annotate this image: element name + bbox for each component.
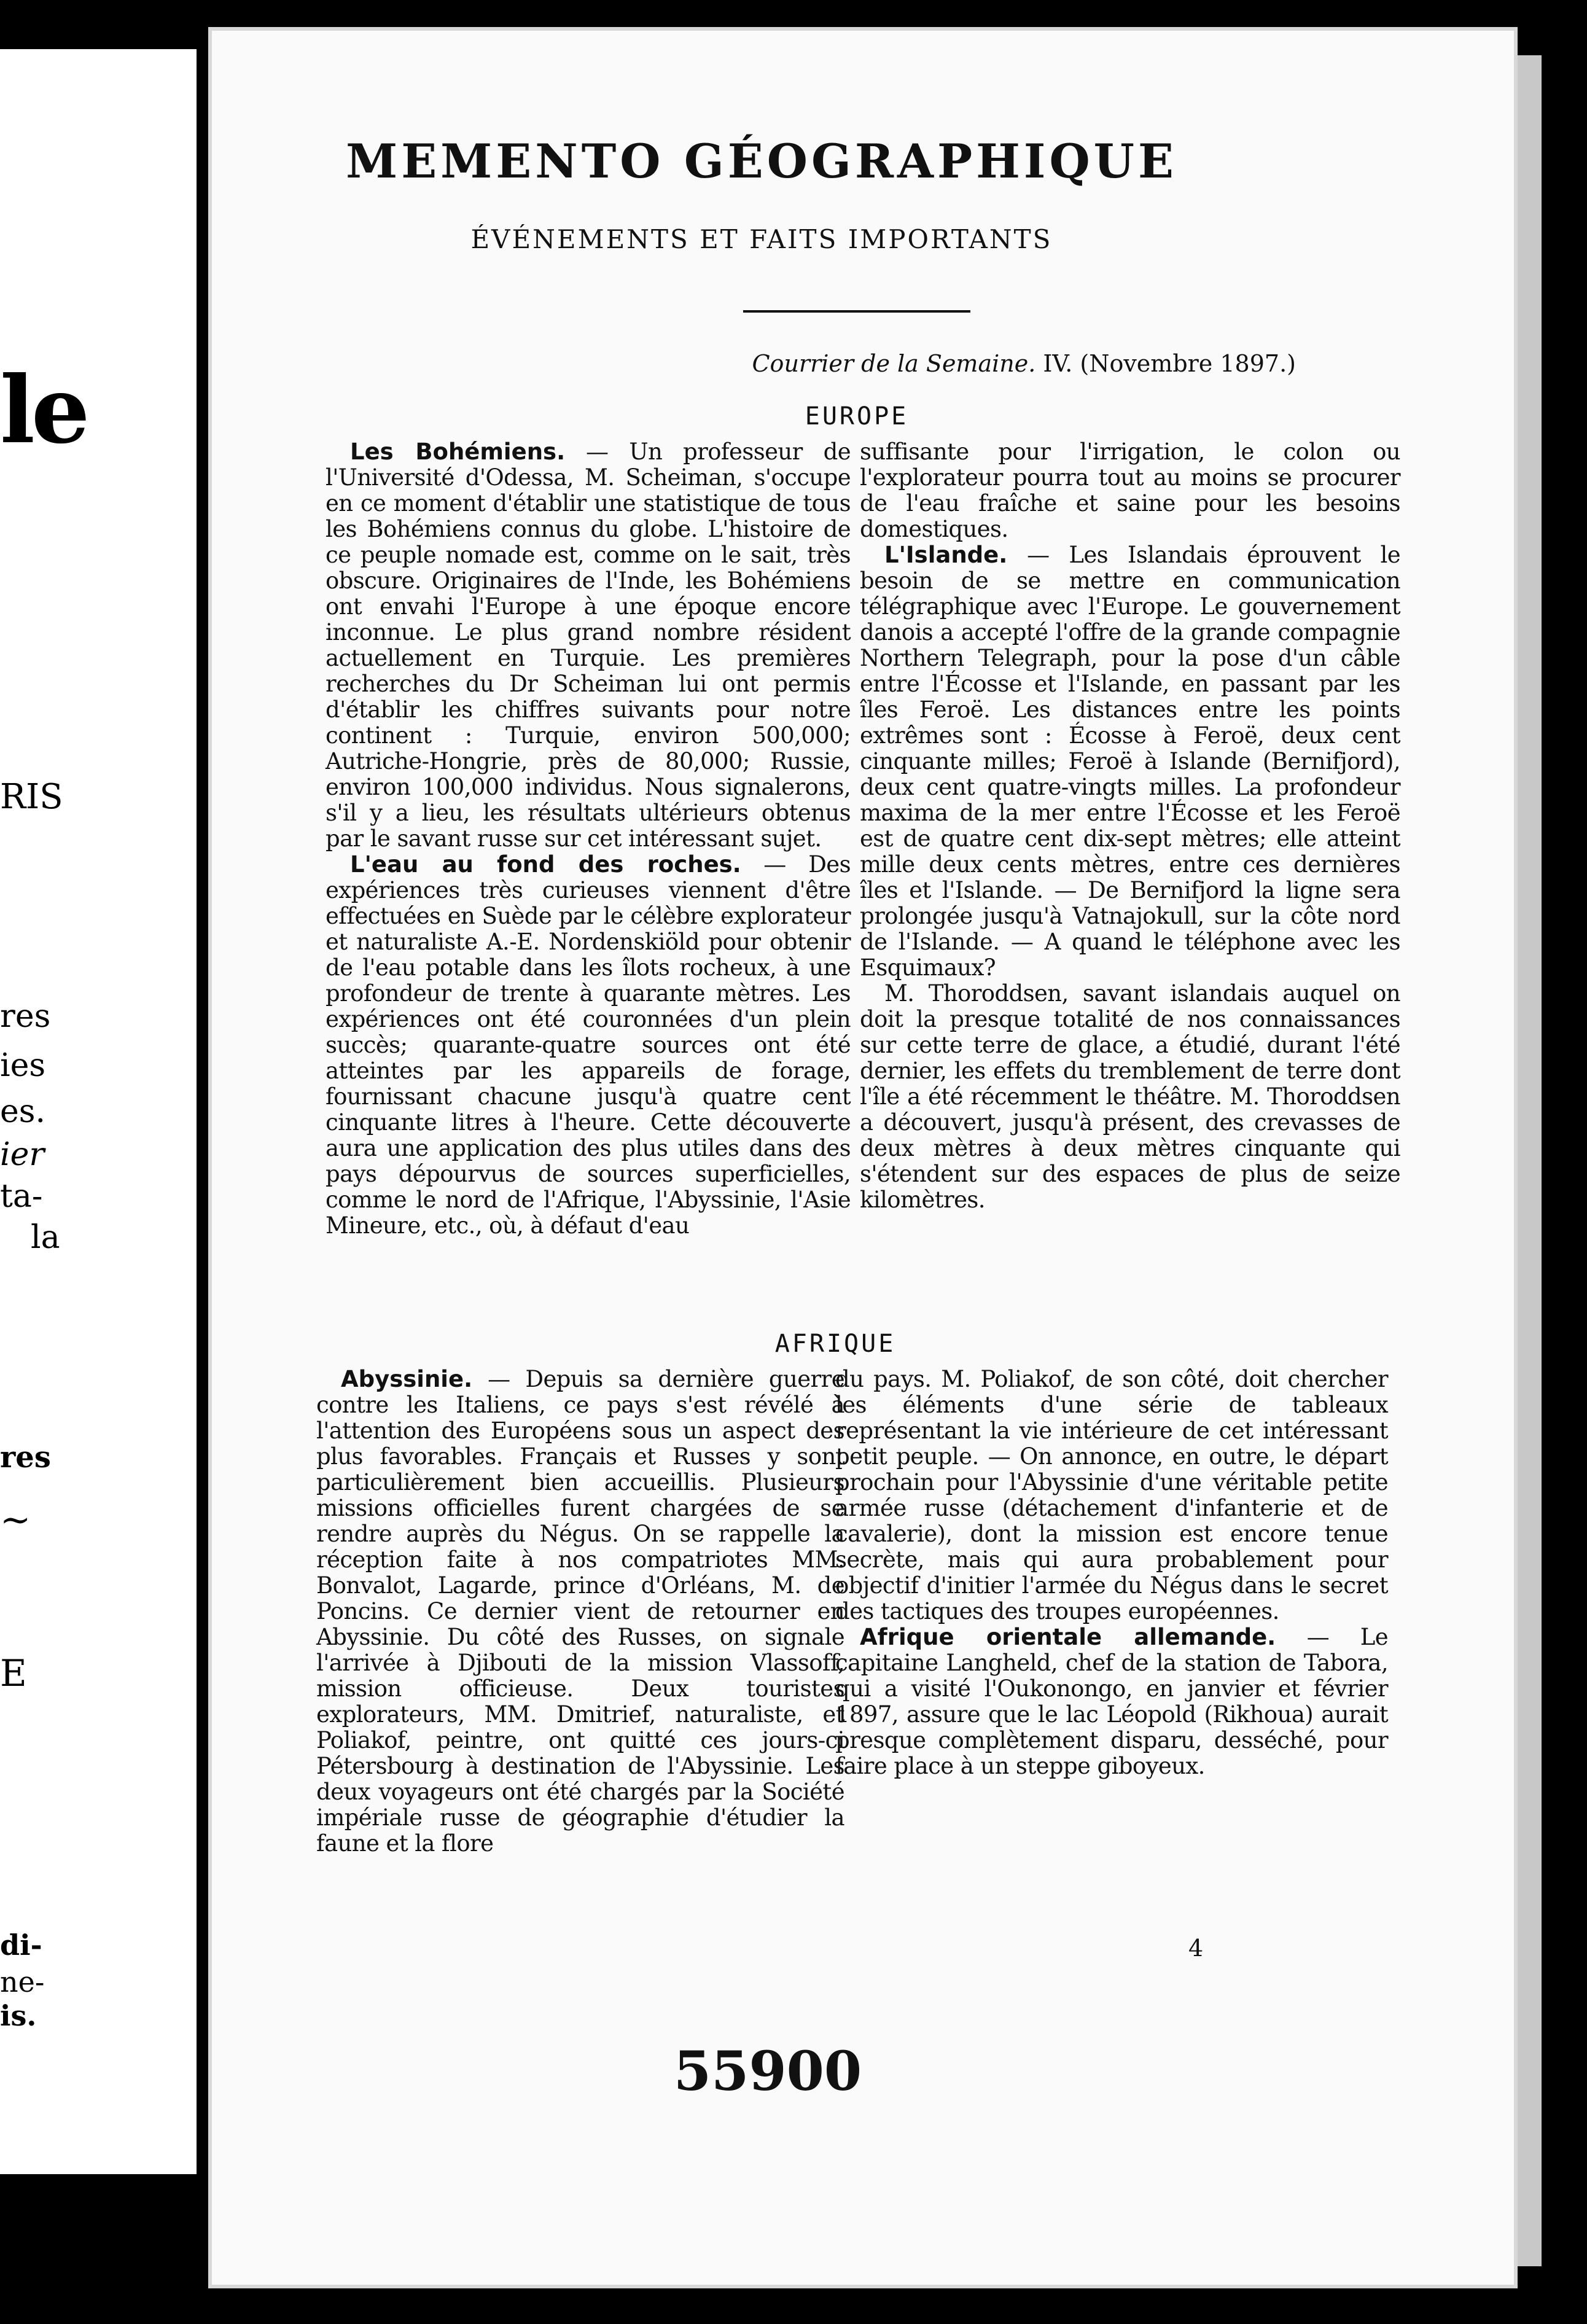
article-text: M. Thoroddsen, savant islandais auquel on doit la presque totalité de nos connaissances sur cette terre de glace, a étudié, durant l'été dernier, les effets du tremblement de terre dont l'île a été récemment le théâtre. M. Thoroddsen a découvert, jusqu'à présent, des crevasses de deux mètres à deux mètres cinquante qui s'étendent sur des espaces de plus de seize kilomètres.	[860, 980, 1400, 1213]
issue-line	[725, 350, 1296, 377]
section-heading-afrique: AFRIQUE	[774, 1330, 896, 1358]
article-paragraph	[860, 981, 1400, 1213]
issue-source: Courrier de la Semaine.	[752, 350, 1036, 377]
article-text: suffisante pour l'irrigation, le colon ou l'explorateur pourra tout au moins se procurer de l'eau fraîche et saine pour les besoins domestiques.	[860, 439, 1400, 542]
page-number: 4	[1188, 1935, 1204, 1962]
article-heading: L'eau au fond des roches.	[350, 851, 741, 878]
article-paragraph	[860, 439, 1400, 542]
article-heading: Abyssinie.	[341, 1366, 473, 1392]
left-page-text: es.	[0, 1093, 45, 1130]
left-page-text: di-	[0, 1928, 42, 1962]
left-page-text: la	[31, 1219, 60, 1256]
article-text: — Un professeur de l'Université d'Odessa, M. Scheiman, s'occupe en ce moment d'établir une statistique de tous les Bohémiens connus du globe. L'histoire de ce peuple nomade est, comme on le sait, très obscure. Originaires de l'Inde, les Bohémiens ont envahi l'Europe à une époque encore inconnue. Le plus grand nombre résident actuellement en Turquie. Les premières recherches du Dr Scheiman lui ont permis d'établir les chiffres suivants pour notre continent : Turquie, environ 500,000; Autriche-Hongrie, près de 80,000; Russie, environ 100,000 individus. Nous signalerons, s'il y a lieu, les résultats ultérieurs obtenus par le savant russe sur cet intéressant sujet.	[326, 439, 851, 852]
left-page-text: ies	[0, 1047, 46, 1084]
article-heading: Afrique orientale allemande.	[860, 1624, 1276, 1650]
article-heading: Les Bohémiens.	[350, 439, 566, 465]
article-paragraph	[326, 439, 851, 852]
article-text: — Les Islandais éprouvent le besoin de se mettre en communication télégraphique avec l'Europe. Le gouvernement danois a accepté l'offre de la grande compagnie Northern Telegraph, pour la pose d'un câble entre l'Écosse et l'Islande, en passant par les îles Feroë. Les distances entre les points extrêmes sont : Écosse à Feroë, deux cent cinquante milles; Feroë à Islande (Bernifjord), deux cent quatre-vingts milles. La profondeur maxima de la mer entre l'Écosse et les Feroë est de quatre cent dix-sept mètres; elle atteint mille deux cents mètres, entre ces dernières îles et l'Islande. — De Bernifjord la ligne sera prolongée jusqu'à Vatnajokull, sur la côte nord de l'Islande. — A quand le téléphone avec les Esquimaux?	[860, 542, 1400, 981]
article-text: — Des expériences très curieuses viennent d'être effectuées en Suède par le célèbre explorateur et naturaliste A.-E. Nordenskiöld pour obtenir de l'eau potable dans les îlots rocheux, à une profondeur de trente à quarante mètres. Les expériences ont été couronnées d'un plein succès; quarante-quatre sources ont été atteintes par les appareils de forage, fournissant chacune jusqu'à quatre cent cinquante litres à l'heure. Cette découverte aura une application des plus utiles dans des pays dépourvus de sources superficielles, comme le nord de l'Afrique, l'Abyssinie, l'Asie Mineure, etc., où, à défaut d'eau	[326, 851, 851, 1239]
article-paragraph	[326, 852, 851, 1239]
left-page-text: res	[0, 998, 51, 1035]
title-rule	[743, 310, 970, 313]
afrique-left-column	[316, 1367, 844, 1857]
article-paragraph	[835, 1624, 1388, 1779]
left-page-text: is.	[0, 1999, 37, 2032]
article-text: — Depuis sa dernière guerre contre les Italiens, ce pays s'est révélé à l'attention des Européens sous un aspect des plus favorables. Français et Russes y sont particulièrement bien accueillis. Plusieurs missions officielles furent chargées de se rendre auprès du Négus. On se rappelle la réception faite à nos compatriotes MM. Bonvalot, Lagarde, prince d'Orléans, M. de Poncins. Ce dernier vient de retourner en Abyssinie. Du côté des Russes, on signale l'arrivée à Djibouti de la mission Vlassoff, mission officieuse. Deux touristes explorateurs, MM. Dmitrief, naturaliste, et Poliakof, peintre, ont quitté ces jours-ci Pétersbourg à destination de l'Abyssinie. Les deux voyageurs ont été chargés par la Société impériale russe de géographie d'étudier la faune et la flore	[316, 1366, 844, 1857]
left-page-text: ne-	[0, 1965, 45, 1998]
issue-date: IV. (Novembre 1897.)	[1043, 350, 1296, 377]
left-page-text: E	[0, 1652, 27, 1695]
article-text: — Le capitaine Langheld, chef de la station de Tabora, qui a visité l'Oukonongo, en janvier et février 1897, assure que le lac Léopold (Rikhoua) aurait presque complètement disparu, desséché, pour faire place à un steppe giboyeux.	[835, 1624, 1388, 1779]
left-page-text: ~	[0, 1499, 31, 1542]
afrique-right-column	[835, 1367, 1388, 1779]
section-heading-europe: EUROPE	[805, 402, 909, 431]
article-paragraph	[860, 542, 1400, 981]
archive-stamp-number: 55900	[673, 2039, 862, 2103]
europe-left-column	[326, 439, 851, 1239]
article-text: du pays. M. Poliakof, de son côté, doit chercher les éléments d'une série de tableaux représentant la vie intérieure de cet intéressant petit peuple. — On annonce, en outre, le départ prochain pour l'Abyssinie d'une véritable petite armée russe (détachement d'infanterie et de cavalerie), dont la mission est encore tenue secrète, mais qui aura probablement pour objectif d'initier l'armée du Négus dans le secret des tactiques des troupes européennes.	[835, 1366, 1388, 1624]
left-page-fragment	[0, 49, 197, 2174]
left-page-text: le	[0, 356, 87, 464]
article-paragraph	[835, 1367, 1388, 1624]
left-page-text: RIS	[0, 777, 63, 817]
page-subtitle: ÉVÉNEMENTS ET FAITS IMPORTANTS	[470, 224, 1053, 254]
europe-right-column	[860, 439, 1400, 1213]
left-page-text: res	[0, 1440, 51, 1475]
article-paragraph	[316, 1367, 844, 1857]
left-page-text: ta-	[0, 1178, 43, 1215]
article-heading: L'Islande.	[884, 542, 1008, 568]
page-title: MEMENTO GÉOGRAPHIQUE	[346, 134, 1177, 189]
left-page-text: ier	[0, 1136, 45, 1173]
